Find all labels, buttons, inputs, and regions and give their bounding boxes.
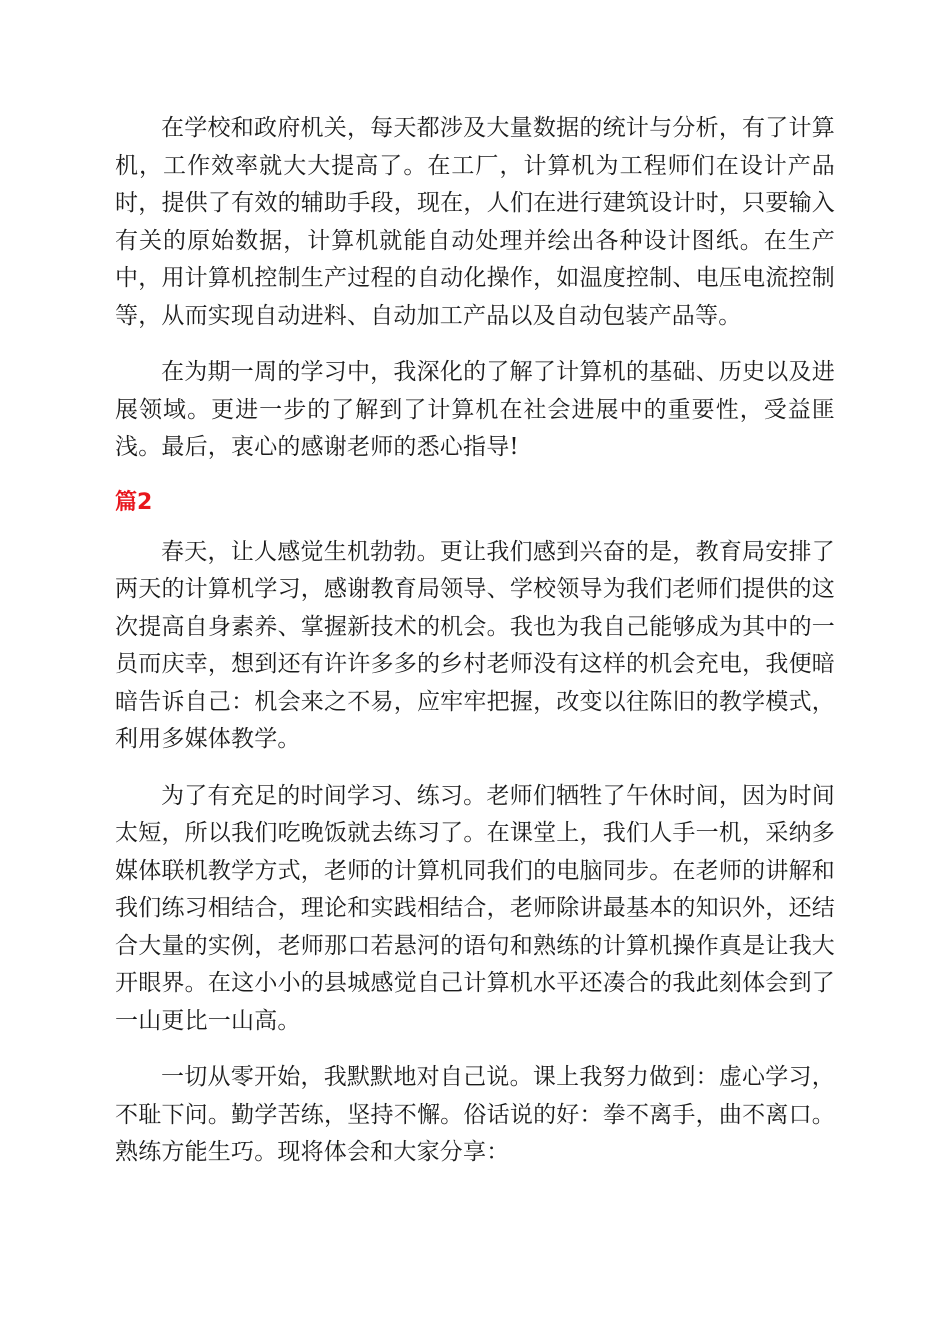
paragraph: 为了有充足的时间学习、练习。老师们牺牲了午休时间，因为时间太短，所以我们吃晚饭就去练习了。在课堂上，我们人手一机，采纳多媒体联机教学方式，老师的计算机同我们的电脑同步。在老师的讲解和我们练习相结合，理论和实践相结合，老师除讲最基本的知识外，还结合大量的实例，老师那口若悬河的语句和熟练的计算机操作真是让我大开眼界。在这小小的县城感觉自己计算机水平还凑合的我此刻体会到了一山更比一山高。 <box>115 782 835 1034</box>
section-heading: 篇2 <box>115 489 153 515</box>
paragraph: 在为期一周的学习中，我深化的了解了计算机的基础、历史以及进展领域。更进一步的了解到了计算机在社会进展中的重要性，受益匪浅。最后，衷心的感谢老师的悉心指导! <box>115 359 835 460</box>
paragraph: 春天，让人感觉生机勃勃。更让我们感到兴奋的是，教育局安排了两天的计算机学习，感谢教育局领导、学校领导为我们老师们提供的这次提高自身素养、掌握新技术的机会。我也为我自己能够成为其中的一员而庆幸，想到还有许许多多的乡村老师没有这样的机会充电，我便暗暗告诉自己：机会来之不易，应牢牢把握，改变以往陈旧的教学模式，利用多媒体教学。 <box>115 538 835 752</box>
paragraph: 一切从零开始，我默默地对自己说。课上我努力做到：虚心学习，不耻下问。勤学苦练，坚持不懈。俗话说的好：拳不离手，曲不离口。熟练方能生巧。现将体会和大家分享： <box>115 1064 835 1165</box>
paragraph: 在学校和政府机关，每天都涉及大量数据的统计与分析，有了计算机，工作效率就大大提高了。在工厂，计算机为工程师们在设计产品时，提供了有效的辅助手段，现在，人们在进行建筑设计时，只要输入有关的原始数据，计算机就能自动处理并绘出各种设计图纸。在生产中，用计算机控制生产过程的自动化操作，如温度控制、电压电流控制等，从而实现自动进料、自动加工产品以及自动包装产品等。 <box>115 115 835 329</box>
document-body <box>115 110 835 1191</box>
